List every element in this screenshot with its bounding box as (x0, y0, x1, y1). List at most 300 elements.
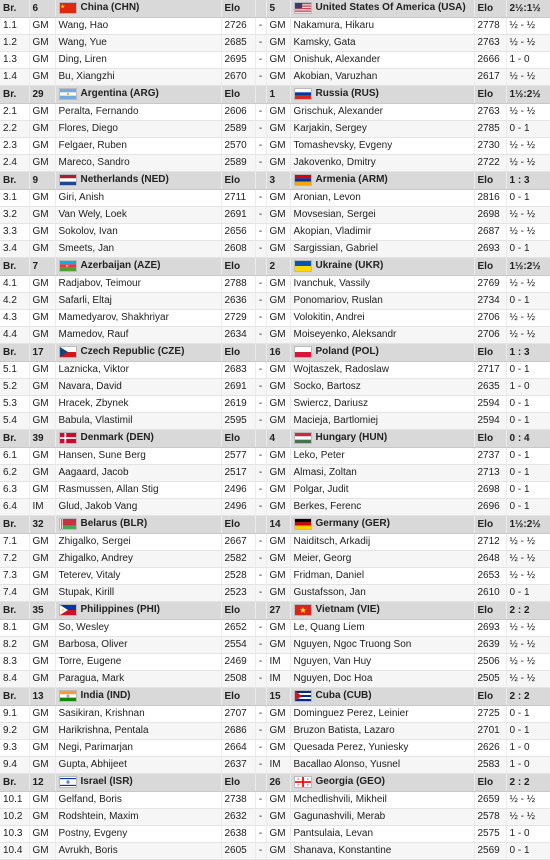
away-rating: 2505 (474, 671, 506, 688)
away-rating: 2693 (474, 241, 506, 258)
away-elo-header: Elo (474, 344, 506, 362)
home-title: GM (29, 568, 55, 585)
away-team-name: Georgia (GEO) (315, 776, 385, 788)
vs-dash: - (255, 551, 266, 568)
home-team-cell (55, 430, 221, 448)
home-rating: 2523 (221, 585, 255, 602)
home-title: GM (29, 448, 55, 465)
russia-flag-icon (294, 88, 312, 100)
game-result: 0 - 1 (506, 413, 550, 430)
away-player: Socko, Bartosz (290, 379, 474, 396)
away-player: Shanava, Konstantine (290, 843, 474, 860)
away-team-cell (290, 688, 474, 706)
away-rating: 2701 (474, 723, 506, 740)
header-dash (255, 172, 266, 190)
home-title: GM (29, 18, 55, 35)
away-elo-header: Elo (474, 258, 506, 276)
away-rating: 2648 (474, 551, 506, 568)
away-title: GM (266, 18, 290, 35)
match-header-row (0, 516, 550, 534)
game-result: 0 - 1 (506, 293, 550, 310)
home-player: Stupak, Kirill (55, 585, 221, 602)
away-title: GM (266, 138, 290, 155)
home-rating: 2729 (221, 310, 255, 327)
away-title: GM (266, 448, 290, 465)
header-dash (255, 86, 266, 104)
home-rating: 2608 (221, 241, 255, 258)
vs-dash: - (255, 207, 266, 224)
vs-dash: - (255, 362, 266, 379)
home-title: GM (29, 138, 55, 155)
away-rating: 2778 (474, 18, 506, 35)
home-title: GM (29, 224, 55, 241)
match-result: 1½:2½ (506, 516, 550, 534)
match-result: 2 : 2 (506, 774, 550, 792)
board-label: Br. (0, 172, 29, 190)
board-label: Br. (0, 688, 29, 706)
home-title: GM (29, 465, 55, 482)
match-result: 2½:1½ (506, 0, 550, 18)
board-number: 7.1 (0, 534, 29, 551)
vs-dash: - (255, 706, 266, 723)
board-row (0, 809, 550, 826)
home-rating: 2707 (221, 706, 255, 723)
away-rating: 2506 (474, 654, 506, 671)
away-team-cell (290, 516, 474, 534)
game-result: 0 - 1 (506, 396, 550, 413)
home-rating: 2656 (221, 224, 255, 241)
home-player: Radjabov, Teimour (55, 276, 221, 293)
armenia-flag-icon (294, 174, 312, 186)
vs-dash: - (255, 396, 266, 413)
home-player: Aagaard, Jacob (55, 465, 221, 482)
board-number: 6.3 (0, 482, 29, 499)
vs-dash: - (255, 792, 266, 809)
home-title: GM (29, 69, 55, 86)
board-number: 8.4 (0, 671, 29, 688)
away-team-cell (290, 602, 474, 620)
board-row (0, 35, 550, 52)
away-player: Volokitin, Andrei (290, 310, 474, 327)
home-rating: 2691 (221, 207, 255, 224)
away-player: Tomashevsky, Evgeny (290, 138, 474, 155)
board-row (0, 207, 550, 224)
china-flag-icon (59, 2, 77, 14)
board-row (0, 413, 550, 430)
home-rating: 2582 (221, 551, 255, 568)
away-player: Akobian, Varuzhan (290, 69, 474, 86)
away-player: Macieja, Bartlomiej (290, 413, 474, 430)
home-title: GM (29, 413, 55, 430)
home-team-name: Azerbaijan (AZE) (80, 260, 161, 272)
away-title: IM (266, 671, 290, 688)
away-elo-header: Elo (474, 430, 506, 448)
match-header-row (0, 172, 550, 190)
home-player: Sokolov, Ivan (55, 224, 221, 241)
away-rating: 2575 (474, 826, 506, 843)
home-team-number: 6 (29, 0, 55, 18)
home-player: Wang, Yue (55, 35, 221, 52)
away-rating: 2687 (474, 224, 506, 241)
board-row (0, 52, 550, 69)
away-team-number: 4 (266, 430, 290, 448)
vs-dash: - (255, 241, 266, 258)
home-rating: 2685 (221, 35, 255, 52)
away-rating: 2713 (474, 465, 506, 482)
game-result: ½ - ½ (506, 671, 550, 688)
vs-dash: - (255, 499, 266, 516)
vs-dash: - (255, 293, 266, 310)
vs-dash: - (255, 18, 266, 35)
away-title: GM (266, 293, 290, 310)
game-result: ½ - ½ (506, 138, 550, 155)
board-row (0, 534, 550, 551)
away-title: GM (266, 534, 290, 551)
game-result: ½ - ½ (506, 792, 550, 809)
board-row (0, 757, 550, 774)
game-result: ½ - ½ (506, 809, 550, 826)
away-title: GM (266, 792, 290, 809)
home-player: Safarli, Eltaj (55, 293, 221, 310)
home-title: GM (29, 362, 55, 379)
away-rating: 2725 (474, 706, 506, 723)
away-title: IM (266, 654, 290, 671)
home-rating: 2788 (221, 276, 255, 293)
away-player: Nguyen, Van Huy (290, 654, 474, 671)
away-title: GM (266, 69, 290, 86)
board-label: Br. (0, 774, 29, 792)
home-rating: 2577 (221, 448, 255, 465)
header-dash (255, 344, 266, 362)
match-header-row (0, 688, 550, 706)
board-number: 10.1 (0, 792, 29, 809)
home-player: Felgaer, Ruben (55, 138, 221, 155)
game-result: ½ - ½ (506, 18, 550, 35)
away-title: GM (266, 482, 290, 499)
game-result: 0 - 1 (506, 190, 550, 207)
vs-dash: - (255, 327, 266, 344)
away-player: Grischuk, Alexander (290, 104, 474, 121)
away-player: Onishuk, Alexander (290, 52, 474, 69)
cuba-flag-icon (294, 690, 312, 702)
home-elo-header: Elo (221, 516, 255, 534)
home-title: IM (29, 499, 55, 516)
home-elo-header: Elo (221, 258, 255, 276)
home-player: Ding, Liren (55, 52, 221, 69)
away-rating: 2816 (474, 190, 506, 207)
home-rating: 2619 (221, 396, 255, 413)
argentina-flag-icon (59, 88, 77, 100)
board-number: 4.1 (0, 276, 29, 293)
home-player: Laznicka, Viktor (55, 362, 221, 379)
home-team-number: 17 (29, 344, 55, 362)
game-result: ½ - ½ (506, 327, 550, 344)
home-title: GM (29, 276, 55, 293)
home-rating: 2695 (221, 52, 255, 69)
board-row (0, 293, 550, 310)
game-result: 0 - 1 (506, 241, 550, 258)
home-rating: 2632 (221, 809, 255, 826)
home-player: Giri, Anish (55, 190, 221, 207)
away-rating: 2763 (474, 35, 506, 52)
away-rating: 2594 (474, 396, 506, 413)
away-player: Nguyen, Doc Hoa (290, 671, 474, 688)
board-number: 4.4 (0, 327, 29, 344)
away-player: Fridman, Daniel (290, 568, 474, 585)
board-number: 9.4 (0, 757, 29, 774)
game-result: 1 - 0 (506, 740, 550, 757)
home-title: GM (29, 207, 55, 224)
home-player: Wang, Hao (55, 18, 221, 35)
home-team-cell (55, 86, 221, 104)
vs-dash: - (255, 224, 266, 241)
vs-dash: - (255, 155, 266, 172)
netherlands-flag-icon (59, 174, 77, 186)
home-player: Zhigalko, Andrey (55, 551, 221, 568)
away-team-name: Ukraine (UKR) (315, 260, 384, 272)
away-team-number: 27 (266, 602, 290, 620)
game-result: ½ - ½ (506, 620, 550, 637)
game-result: 0 - 1 (506, 121, 550, 138)
board-row (0, 706, 550, 723)
home-elo-header: Elo (221, 602, 255, 620)
home-rating: 2726 (221, 18, 255, 35)
board-row (0, 69, 550, 86)
home-team-number: 7 (29, 258, 55, 276)
home-title: GM (29, 104, 55, 121)
home-rating: 2683 (221, 362, 255, 379)
home-title: GM (29, 327, 55, 344)
board-number: 3.2 (0, 207, 29, 224)
vs-dash: - (255, 637, 266, 654)
game-result: ½ - ½ (506, 69, 550, 86)
home-team-name: China (CHN) (80, 2, 140, 14)
board-row (0, 190, 550, 207)
away-team-number: 15 (266, 688, 290, 706)
board-number: 4.3 (0, 310, 29, 327)
away-player: Le, Quang Liem (290, 620, 474, 637)
home-team-name: Philippines (PHI) (80, 604, 160, 616)
away-title: GM (266, 740, 290, 757)
home-elo-header: Elo (221, 430, 255, 448)
away-title: GM (266, 620, 290, 637)
away-title: GM (266, 52, 290, 69)
vs-dash: - (255, 723, 266, 740)
away-elo-header: Elo (474, 774, 506, 792)
away-player: Jakovenko, Dmitry (290, 155, 474, 172)
home-team-name: Czech Republic (CZE) (80, 346, 185, 358)
philippines-flag-icon (59, 604, 77, 616)
home-player: Glud, Jakob Vang (55, 499, 221, 516)
away-title: GM (266, 224, 290, 241)
usa-flag-icon (294, 2, 312, 14)
home-team-number: 9 (29, 172, 55, 190)
away-team-cell (290, 430, 474, 448)
home-rating: 2606 (221, 104, 255, 121)
away-team-cell (290, 774, 474, 792)
home-team-name: Netherlands (NED) (80, 174, 169, 186)
game-result: ½ - ½ (506, 155, 550, 172)
away-title: GM (266, 276, 290, 293)
away-elo-header: Elo (474, 516, 506, 534)
away-title: GM (266, 327, 290, 344)
home-player: Gelfand, Boris (55, 792, 221, 809)
home-title: GM (29, 241, 55, 258)
match-header-row (0, 602, 550, 620)
away-rating: 2693 (474, 620, 506, 637)
home-rating: 2469 (221, 654, 255, 671)
away-title: GM (266, 809, 290, 826)
away-team-number: 26 (266, 774, 290, 792)
game-result: 0 - 1 (506, 585, 550, 602)
away-rating: 2698 (474, 482, 506, 499)
home-player: Barbosa, Oliver (55, 637, 221, 654)
game-result: 0 - 1 (506, 465, 550, 482)
home-title: GM (29, 310, 55, 327)
match-result: 2 : 2 (506, 688, 550, 706)
away-team-number: 3 (266, 172, 290, 190)
game-result: 0 - 1 (506, 482, 550, 499)
away-rating: 2769 (474, 276, 506, 293)
away-player: Mchedlishvili, Mikheil (290, 792, 474, 809)
home-rating: 2508 (221, 671, 255, 688)
away-title: GM (266, 190, 290, 207)
vs-dash: - (255, 379, 266, 396)
board-row (0, 620, 550, 637)
board-number: 2.3 (0, 138, 29, 155)
game-result: ½ - ½ (506, 654, 550, 671)
home-rating: 2667 (221, 534, 255, 551)
home-rating: 2711 (221, 190, 255, 207)
away-rating: 2717 (474, 362, 506, 379)
away-player: Swiercz, Dariusz (290, 396, 474, 413)
vs-dash: - (255, 757, 266, 774)
away-player: Polgar, Judit (290, 482, 474, 499)
home-team-name: Denmark (DEN) (80, 432, 154, 444)
board-row (0, 792, 550, 809)
vs-dash: - (255, 620, 266, 637)
board-row (0, 551, 550, 568)
game-result: ½ - ½ (506, 568, 550, 585)
match-result: 1 : 3 (506, 344, 550, 362)
home-player: Avrukh, Boris (55, 843, 221, 860)
vs-dash: - (255, 568, 266, 585)
away-title: GM (266, 396, 290, 413)
away-player: Nakamura, Hikaru (290, 18, 474, 35)
away-rating: 2706 (474, 310, 506, 327)
home-rating: 2554 (221, 637, 255, 654)
away-team-name: United States Of America (USA) (315, 2, 466, 14)
home-player: Zhigalko, Sergei (55, 534, 221, 551)
vs-dash: - (255, 534, 266, 551)
home-elo-header: Elo (221, 172, 255, 190)
board-row (0, 654, 550, 671)
away-elo-header: Elo (474, 602, 506, 620)
away-elo-header: Elo (474, 86, 506, 104)
away-rating: 2734 (474, 293, 506, 310)
home-rating: 2637 (221, 757, 255, 774)
home-team-number: 29 (29, 86, 55, 104)
home-player: Mareco, Sandro (55, 155, 221, 172)
away-player: Sargissian, Gabriel (290, 241, 474, 258)
home-team-cell (55, 602, 221, 620)
away-player: Movsesian, Sergei (290, 207, 474, 224)
away-player: Karjakin, Sergey (290, 121, 474, 138)
board-row (0, 568, 550, 585)
board-number: 8.1 (0, 620, 29, 637)
away-rating: 2569 (474, 843, 506, 860)
away-title: GM (266, 499, 290, 516)
board-number: 1.3 (0, 52, 29, 69)
away-player: Bacallao Alonso, Yusnel (290, 757, 474, 774)
board-row (0, 327, 550, 344)
match-header-row (0, 258, 550, 276)
away-player: Wojtaszek, Radoslaw (290, 362, 474, 379)
home-player: Paragua, Mark (55, 671, 221, 688)
away-player: Ponomariov, Ruslan (290, 293, 474, 310)
match-header-row (0, 0, 550, 18)
board-row (0, 465, 550, 482)
board-row (0, 671, 550, 688)
vs-dash: - (255, 448, 266, 465)
board-number: 7.3 (0, 568, 29, 585)
board-number: 4.2 (0, 293, 29, 310)
board-number: 2.2 (0, 121, 29, 138)
board-label: Br. (0, 602, 29, 620)
home-title: GM (29, 35, 55, 52)
board-row (0, 276, 550, 293)
game-result: 0 - 1 (506, 448, 550, 465)
czech-flag-icon (59, 346, 77, 358)
away-team-number: 16 (266, 344, 290, 362)
board-number: 7.4 (0, 585, 29, 602)
home-elo-header: Elo (221, 86, 255, 104)
vs-dash: - (255, 413, 266, 430)
away-rating: 2696 (474, 499, 506, 516)
home-title: GM (29, 396, 55, 413)
away-team-number: 5 (266, 0, 290, 18)
game-result: 1 - 0 (506, 826, 550, 843)
home-elo-header: Elo (221, 344, 255, 362)
game-result: ½ - ½ (506, 534, 550, 551)
georgia-flag-icon (294, 776, 312, 788)
away-team-name: Russia (RUS) (315, 88, 379, 100)
game-result: ½ - ½ (506, 637, 550, 654)
board-number: 3.1 (0, 190, 29, 207)
away-player: Gagunashvili, Merab (290, 809, 474, 826)
vs-dash: - (255, 52, 266, 69)
home-player: Harikrishna, Pentala (55, 723, 221, 740)
away-title: GM (266, 104, 290, 121)
home-title: GM (29, 155, 55, 172)
board-number: 9.2 (0, 723, 29, 740)
board-number: 1.2 (0, 35, 29, 52)
home-rating: 2496 (221, 499, 255, 516)
vs-dash: - (255, 843, 266, 860)
vs-dash: - (255, 138, 266, 155)
board-number: 8.2 (0, 637, 29, 654)
away-player: Leko, Peter (290, 448, 474, 465)
board-number: 9.1 (0, 706, 29, 723)
board-row (0, 396, 550, 413)
home-team-number: 32 (29, 516, 55, 534)
board-row (0, 138, 550, 155)
game-result: ½ - ½ (506, 310, 550, 327)
away-rating: 2722 (474, 155, 506, 172)
away-player: Moiseyenko, Aleksandr (290, 327, 474, 344)
board-row (0, 723, 550, 740)
match-result: 0 : 4 (506, 430, 550, 448)
